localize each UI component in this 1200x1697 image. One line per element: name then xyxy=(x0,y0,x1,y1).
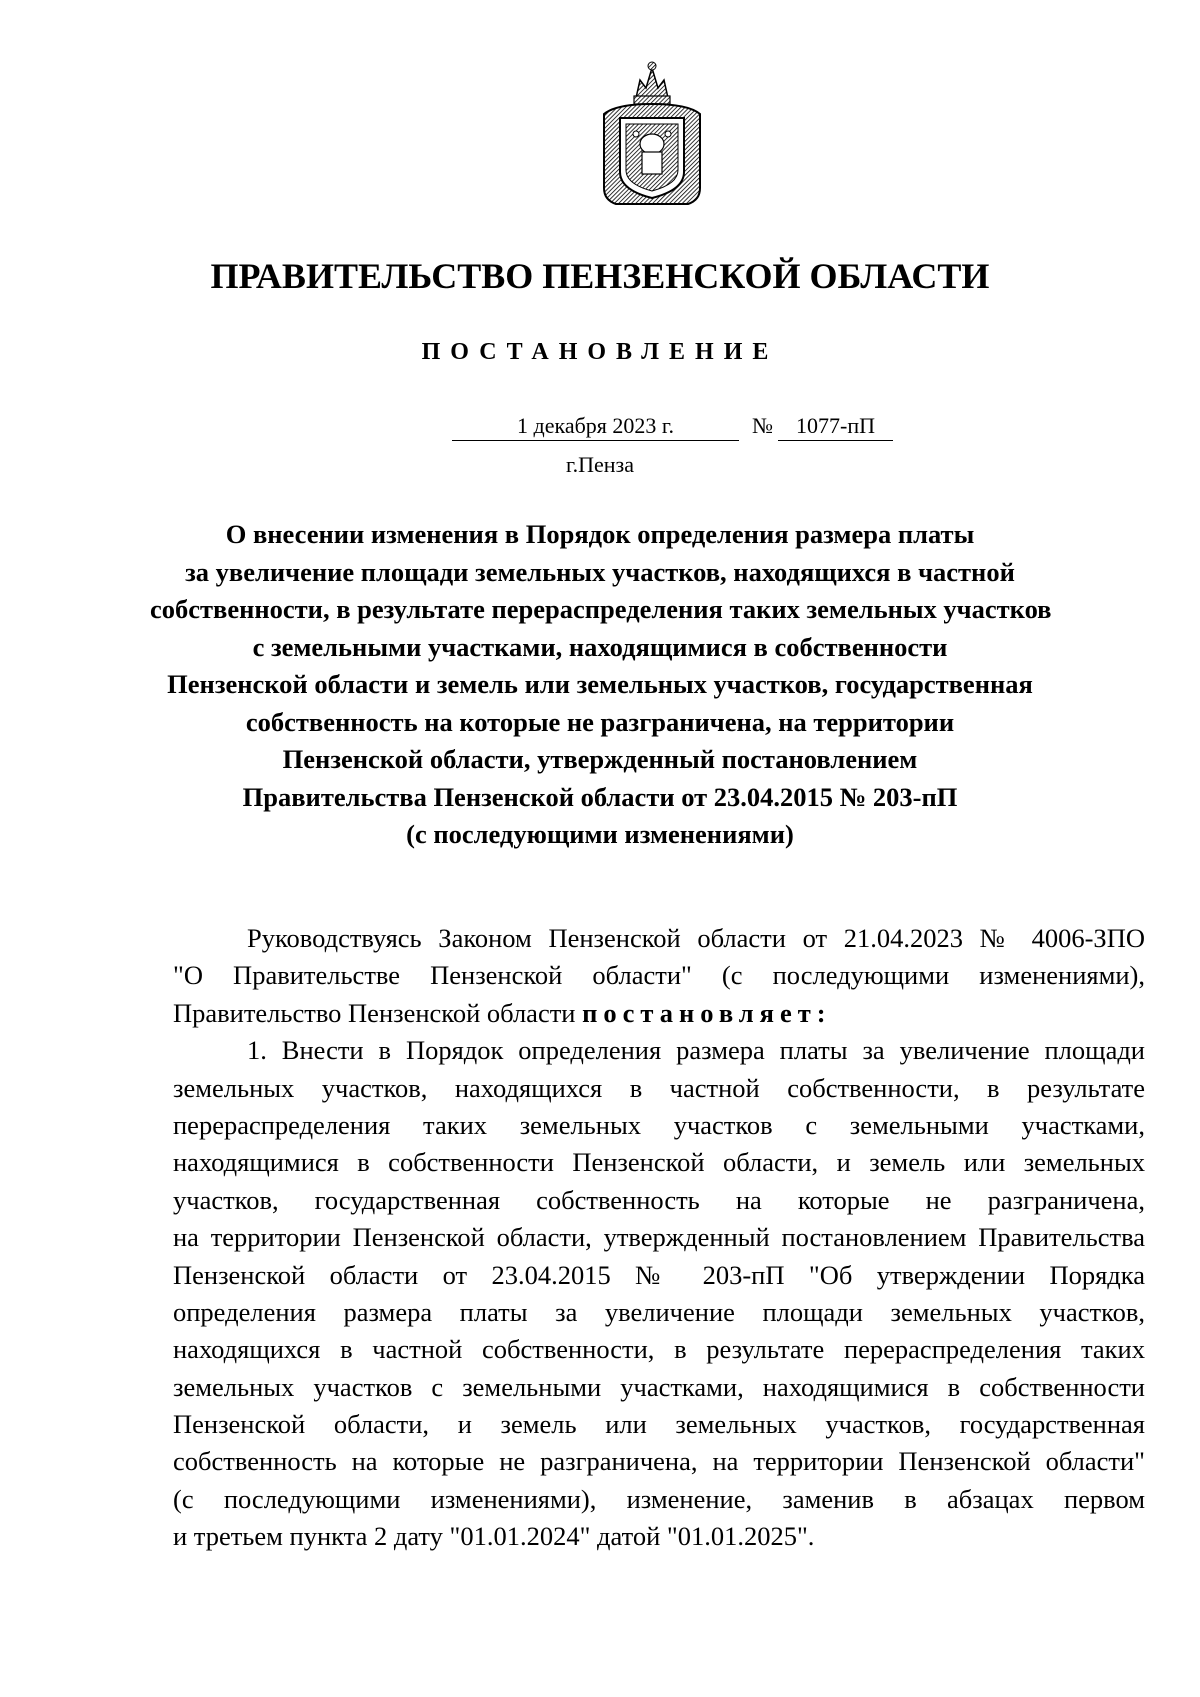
body-line: участков, государственная собственность на которые не разграничена, xyxy=(173,1184,1145,1215)
body-line: Пензенской области, и земель или земельных участков, государственная xyxy=(173,1409,1145,1440)
body-line: перераспределения таких земельных участков с земельными участками, xyxy=(173,1109,1145,1140)
body-line xyxy=(173,995,1145,1032)
body-line: собственность на которые не разграничена, на территории Пензенской области" xyxy=(173,1446,1145,1477)
document-city: г.Пенза xyxy=(566,452,634,477)
body-line: (с последующими изменениями), изменение, заменив в абзацах первом xyxy=(173,1483,1145,1514)
body-line: определения размера платы за увеличение площади земельных участков, xyxy=(173,1296,1145,1327)
document-type: ПОСТАНОВЛЕНИЕ xyxy=(421,339,779,365)
body-line: и третьем пункта 2 дату "01.01.2024" датой "01.01.2025". xyxy=(173,1521,815,1552)
body-line-text: Правительство Пензенской области xyxy=(173,997,576,1028)
body-line: Пензенской области от 23.04.2015 № 203-пП "Об утверждении Порядка xyxy=(173,1259,1145,1290)
coat-of-arms-icon xyxy=(596,60,708,208)
heading-line: (с последующими изменениями) xyxy=(406,819,794,849)
heading-line: Пензенской области и земель или земельных участков, государственная xyxy=(167,669,1033,699)
body-line: земельных участков, находящихся в частной собственности, в результате xyxy=(173,1072,1145,1103)
heading-line: с земельными участками, находящимися в собственности xyxy=(252,631,948,662)
body-line: земельных участков с земельными участками, находящимися в собственности xyxy=(173,1371,1145,1402)
document-body xyxy=(173,920,1145,1556)
body-line: "О Правительстве Пензенской области" (с последующими изменениями), xyxy=(173,960,1145,991)
document-number: 1077-пП xyxy=(778,415,893,441)
document-date: 1 декабря 2023 г. xyxy=(452,415,739,441)
body-line: 1. Внести в Порядок определения размера платы за увеличение площади xyxy=(247,1035,1145,1066)
heading-line: Пензенской области, утвержденный постановлением xyxy=(282,744,918,774)
resolves-word: постановляет: xyxy=(582,997,832,1028)
body-line: Руководствуясь Законом Пензенской области от 21.04.2023 № 4006-ЗПО xyxy=(247,923,1145,953)
body-line: на территории Пензенской области, утвержденный постановлением Правительства xyxy=(173,1222,1145,1253)
heading-line: собственность на которые не разграничена, на территории xyxy=(245,706,955,737)
body-line: находящихся в частной собственности, в результате перераспределения таких xyxy=(173,1334,1145,1365)
organization-title: ПРАВИТЕЛЬСТВО ПЕНЗЕНСКОЙ ОБЛАСТИ xyxy=(210,256,990,296)
heading-line: Правительства Пензенской области от 23.04.2015 № 203-пП xyxy=(242,781,958,812)
body-line: находящимися в собственности Пензенской области, и земель или земельных xyxy=(173,1147,1145,1178)
heading-line: за увеличение площади земельных участков, находящихся в частной xyxy=(185,556,1015,587)
heading-line: О внесении изменения в Порядок определения размера платы xyxy=(225,519,975,549)
number-sign: № xyxy=(752,413,773,438)
heading-line: собственности, в результате перераспределения таких земельных участков xyxy=(150,594,1052,624)
document-heading xyxy=(150,516,1050,854)
